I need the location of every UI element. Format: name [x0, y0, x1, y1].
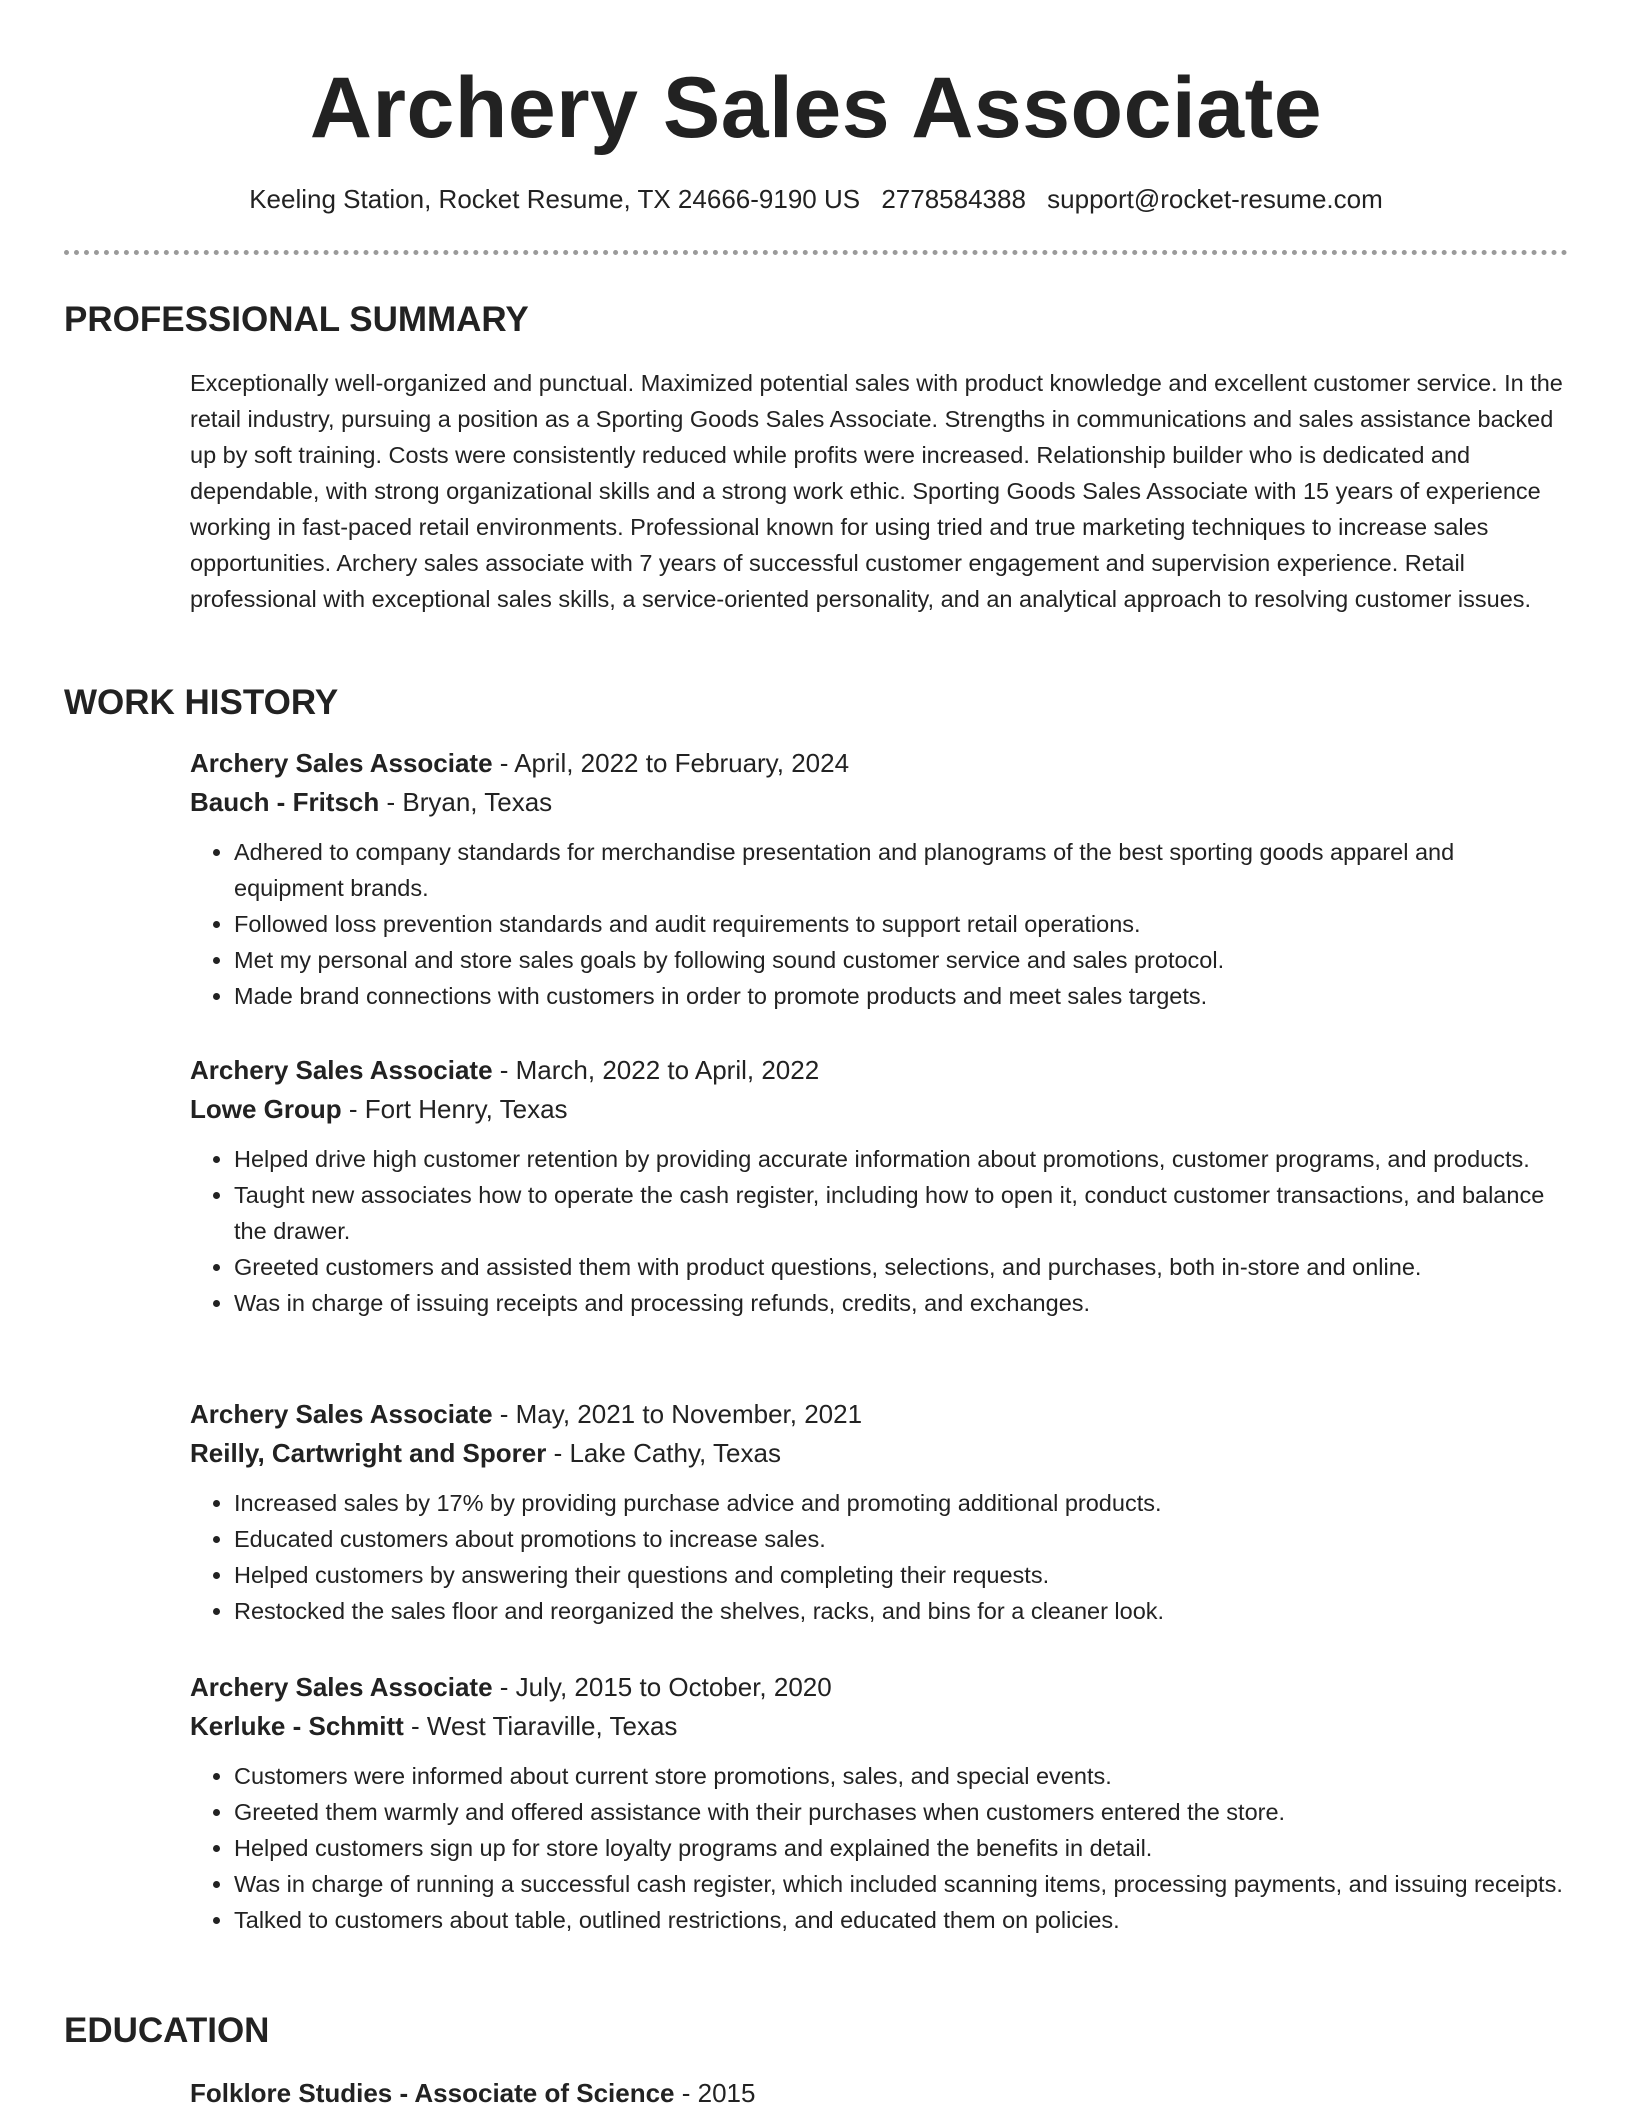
job-location: - Fort Henry, Texas — [341, 1094, 568, 1124]
job-bullet: • Made brand connections with customers in order to promote products and meet sales targets. — [234, 978, 1570, 1014]
job-bullet: • Educated customers about promotions to increase sales. — [234, 1521, 1570, 1557]
job-company-line — [190, 1707, 1570, 1746]
education-year: - 2015 — [674, 2078, 756, 2108]
job-bullet: • Customers were informed about current store promotions, sales, and special events. — [234, 1758, 1570, 1794]
job-bullet: • Was in charge of running a successful cash register, which included scanning items, processing payments, and issuing receipts. — [234, 1866, 1570, 1902]
job-bullet: • Met my personal and store sales goals by following sound customer service and sales protocol. — [234, 942, 1570, 978]
contact-phone: 2778584388 — [881, 184, 1026, 214]
job-role: Archery Sales Associate — [190, 1055, 493, 1085]
contact-address: Keeling Station, Rocket Resume, TX 24666-9190 US — [249, 184, 861, 214]
job-entry — [190, 744, 1570, 1014]
job-company-line — [190, 783, 1570, 822]
section-title-work-history: WORK HISTORY — [64, 683, 339, 722]
job-company: Kerluke - Schmitt — [190, 1711, 404, 1741]
job-title-line — [190, 1668, 1570, 1707]
summary-text: Exceptionally well-organized and punctual. Maximized potential sales with product knowledge and excellent customer service. In the retail industry, pursuing a position as a Sporting Goods Sales Associate. Strengths in communications and sales assistance backed up by soft training. Costs were consistently reduced while profits were increased. Relationship builder who is dedicated and dependable, with strong organizational skills and a strong work ethic. Sporting Goods Sales Associate with 15 years of experience working in fast-paced retail environments. Professional known for using tried and true marketing techniques to increase sales opportunities. Archery sales associate with 7 years of successful customer engagement and supervision experience. Retail professional with exceptional sales skills, a service-oriented personality, and an analytical approach to resolving customer issues. — [190, 370, 1563, 612]
job-bullet: • Increased sales by 17% by providing purchase advice and promoting additional products. — [234, 1485, 1570, 1521]
job-bullet: • Helped customers by answering their questions and completing their requests. — [234, 1557, 1570, 1593]
job-entry — [190, 1668, 1570, 1938]
job-location: - Bryan, Texas — [379, 787, 553, 817]
job-bullet: • Helped customers sign up for store loyalty programs and explained the benefits in detail. — [234, 1830, 1570, 1866]
job-dates: - July, 2015 to October, 2020 — [492, 1672, 832, 1702]
job-bullet: • Adhered to company standards for merchandise presentation and planograms of the best sporting goods apparel and equipment brands. — [234, 834, 1570, 906]
job-role: Archery Sales Associate — [190, 748, 493, 778]
job-company-line — [190, 1434, 1570, 1473]
header-divider — [64, 250, 1568, 255]
job-bullet-list — [190, 1485, 1570, 1629]
job-title-line — [190, 1051, 1570, 1090]
education-degree: Folklore Studies - Associate of Science — [190, 2078, 675, 2108]
job-entry — [190, 1051, 1570, 1321]
job-bullet-list — [190, 834, 1570, 1014]
job-company: Reilly, Cartwright and Sporer — [190, 1438, 547, 1468]
job-bullet: • Greeted them warmly and offered assistance with their purchases when customers entered the store. — [234, 1794, 1570, 1830]
job-bullet: • Taught new associates how to operate the cash register, including how to open it, conduct customer transactions, and balance the drawer. — [234, 1177, 1570, 1249]
job-location: - Lake Cathy, Texas — [546, 1438, 781, 1468]
job-bullet: • Followed loss prevention standards and audit requirements to support retail operations. — [234, 906, 1570, 942]
job-bullet: • Was in charge of issuing receipts and processing refunds, credits, and exchanges. — [234, 1285, 1570, 1321]
job-bullet: • Greeted customers and assisted them with product questions, selections, and purchases, both in-store and online. — [234, 1249, 1570, 1285]
job-bullet: • Helped drive high customer retention by providing accurate information about promotions, customer programs, and products. — [234, 1141, 1570, 1177]
section-title-education: EDUCATION — [64, 2011, 270, 2050]
education-entry — [190, 2074, 1570, 2113]
job-dates: - May, 2021 to November, 2021 — [492, 1399, 863, 1429]
job-title-line — [190, 1395, 1570, 1434]
job-role: Archery Sales Associate — [190, 1672, 493, 1702]
job-company: Lowe Group — [190, 1094, 342, 1124]
job-company: Bauch - Fritsch — [190, 787, 380, 817]
job-title-line — [190, 744, 1570, 783]
job-bullet-list — [190, 1758, 1570, 1938]
job-location: - West Tiaraville, Texas — [403, 1711, 678, 1741]
section-title-summary: PROFESSIONAL SUMMARY — [64, 300, 529, 339]
contact-email: support@rocket-resume.com — [1047, 184, 1383, 214]
resume-name: Archery Sales Associate — [309, 60, 1323, 156]
job-company-line — [190, 1090, 1570, 1129]
education-line — [190, 2074, 1570, 2113]
job-bullet: • Restocked the sales floor and reorganized the shelves, racks, and bins for a cleaner look. — [234, 1593, 1570, 1629]
job-bullet: • Talked to customers about table, outlined restrictions, and educated them on policies. — [234, 1902, 1570, 1938]
job-bullet-list — [190, 1141, 1570, 1321]
contact-line — [0, 182, 1632, 216]
job-dates: - April, 2022 to February, 2024 — [492, 748, 850, 778]
job-entry — [190, 1395, 1570, 1629]
job-dates: - March, 2022 to April, 2022 — [492, 1055, 820, 1085]
job-role: Archery Sales Associate — [190, 1399, 493, 1429]
